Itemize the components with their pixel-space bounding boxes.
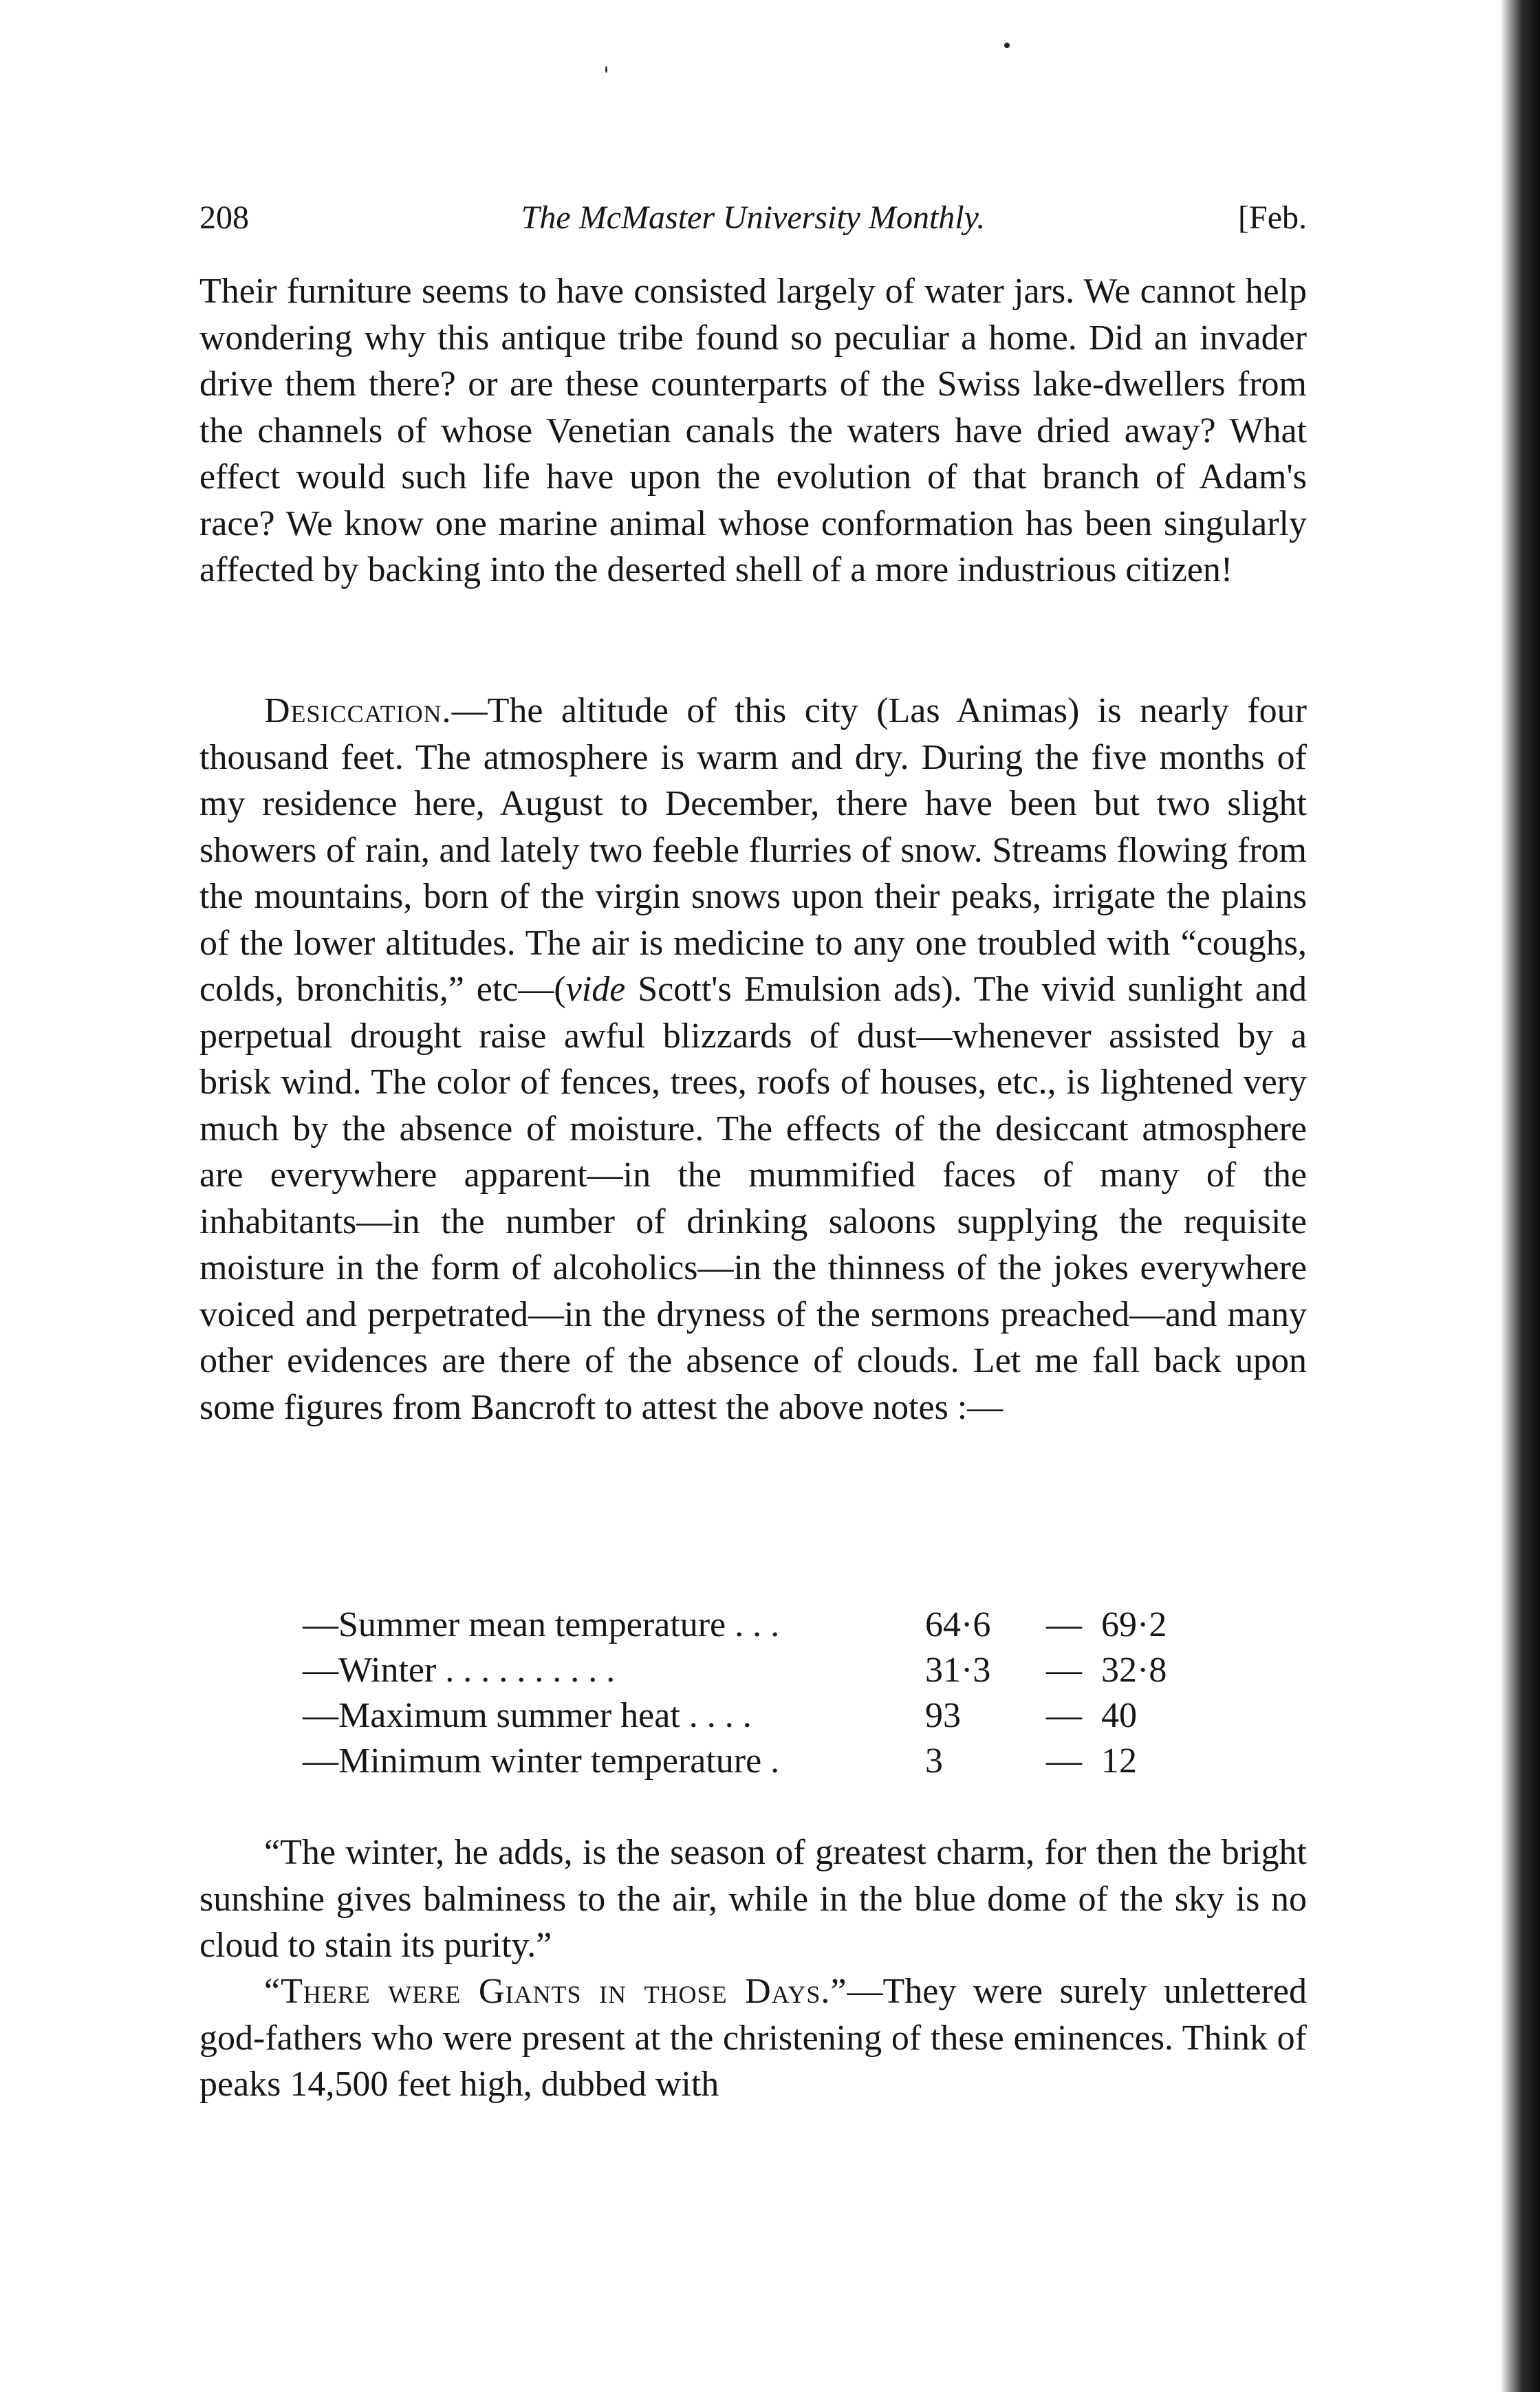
section-heading-giants: “There were Giants in those Days.” bbox=[264, 1972, 847, 2011]
range-dash: — bbox=[1046, 1741, 1082, 1781]
scan-speck bbox=[1004, 43, 1010, 48]
temperature-label: —Winter . . . . . . . . . . bbox=[303, 1651, 616, 1690]
temperature-high: 12 bbox=[1101, 1741, 1137, 1781]
table-row bbox=[303, 1648, 1204, 1693]
range-dash: — bbox=[1046, 1696, 1082, 1735]
table-row bbox=[303, 1693, 1204, 1739]
desiccation-text-part-1: —The altitude of this city (Las Animas) is nearly four thousand feet. The atmosphere is warm and dry. During the five months of my residence here, August to December, there have been but two slight showers of rain, and lately two feeble flurries of snow. Streams flowing from the mountains, born of the virgin snows upon their peaks, irrigate the plains of the lower altitudes. The air is medicine to any one troubled with “coughs, colds, bronchitis,” etc—( bbox=[199, 691, 1307, 1009]
temperature-label: —Summer mean temperature . . . bbox=[303, 1605, 780, 1644]
temperature-low: 31·3 bbox=[925, 1651, 991, 1690]
desiccation-text-part-2: Scott's Emulsion ads). The vivid sunlight and perpetual drought raise awful blizzards of dust—whenever assisted by a brisk wind. The color of fences, trees, roofs of houses, etc., is lightened very much by the absence of moisture. The effects of the desiccant atmosphere are everywhere apparent—in the mummified faces of many of the inhabitants—in the number of drinking saloons supplying the requisite moisture in the form of alcoholics—in the thinness of the jokes everywhere voiced and perpetrated—in the dryness of the sermons preached—and many other evidences are there of the absence of clouds. Let me fall back upon some figures from Bancroft to attest the above notes :— bbox=[199, 970, 1307, 1427]
temperature-high: 69·2 bbox=[1101, 1605, 1167, 1644]
page-number: 208 bbox=[199, 199, 249, 236]
scan-speck bbox=[605, 66, 607, 73]
section-heading-desiccation: Desiccation. bbox=[264, 691, 452, 730]
giants-text: —They were surely unlettered god-fathers who were present at the christening of these eminences. Think of peaks 14,500 feet high, dubbed with bbox=[199, 1972, 1307, 2104]
temperature-table bbox=[303, 1602, 1204, 1784]
desiccation-vide: vide bbox=[565, 970, 626, 1009]
page-binding-edge bbox=[1500, 0, 1540, 2392]
temperature-label: —Minimum winter temperature . bbox=[303, 1741, 780, 1781]
issue-month: [Feb. bbox=[1238, 199, 1307, 236]
paragraph-desiccation bbox=[199, 688, 1307, 1431]
range-dash: — bbox=[1046, 1651, 1082, 1690]
temperature-low: 64·6 bbox=[925, 1605, 991, 1644]
range-dash: — bbox=[1046, 1605, 1082, 1644]
journal-title: The McMaster University Monthly. bbox=[521, 199, 986, 236]
table-row bbox=[303, 1602, 1204, 1648]
temperature-low: 93 bbox=[925, 1696, 961, 1735]
paragraph-giants bbox=[199, 1968, 1307, 2108]
temperature-high: 40 bbox=[1101, 1696, 1137, 1735]
temperature-label: —Maximum summer heat . . . . bbox=[303, 1696, 752, 1735]
paragraph-winter-quote: “The winter, he adds, is the season of greatest charm, for then the bright sunshine gives balminess to the air, while in the blue dome of the sky is no cloud to stain its purity.” bbox=[199, 1833, 1307, 1965]
temperature-low: 3 bbox=[925, 1741, 943, 1781]
table-row bbox=[303, 1739, 1204, 1784]
paragraph-water-jars: Their furniture seems to have consisted largely of water jars. We cannot help wondering why this antique tribe found so peculiar a home. Did an invader drive them there? or are these counterparts of the Swiss lake-dwellers from the channels of whose Venetian canals the waters have dried away? What effect would such life have upon the evolution of that branch of Adam's race? We know one marine animal whose conformation has been singularly affected by backing into the deserted shell of a more industrious citizen! bbox=[199, 272, 1307, 589]
temperature-high: 32·8 bbox=[1101, 1651, 1167, 1690]
running-header bbox=[199, 187, 1307, 249]
